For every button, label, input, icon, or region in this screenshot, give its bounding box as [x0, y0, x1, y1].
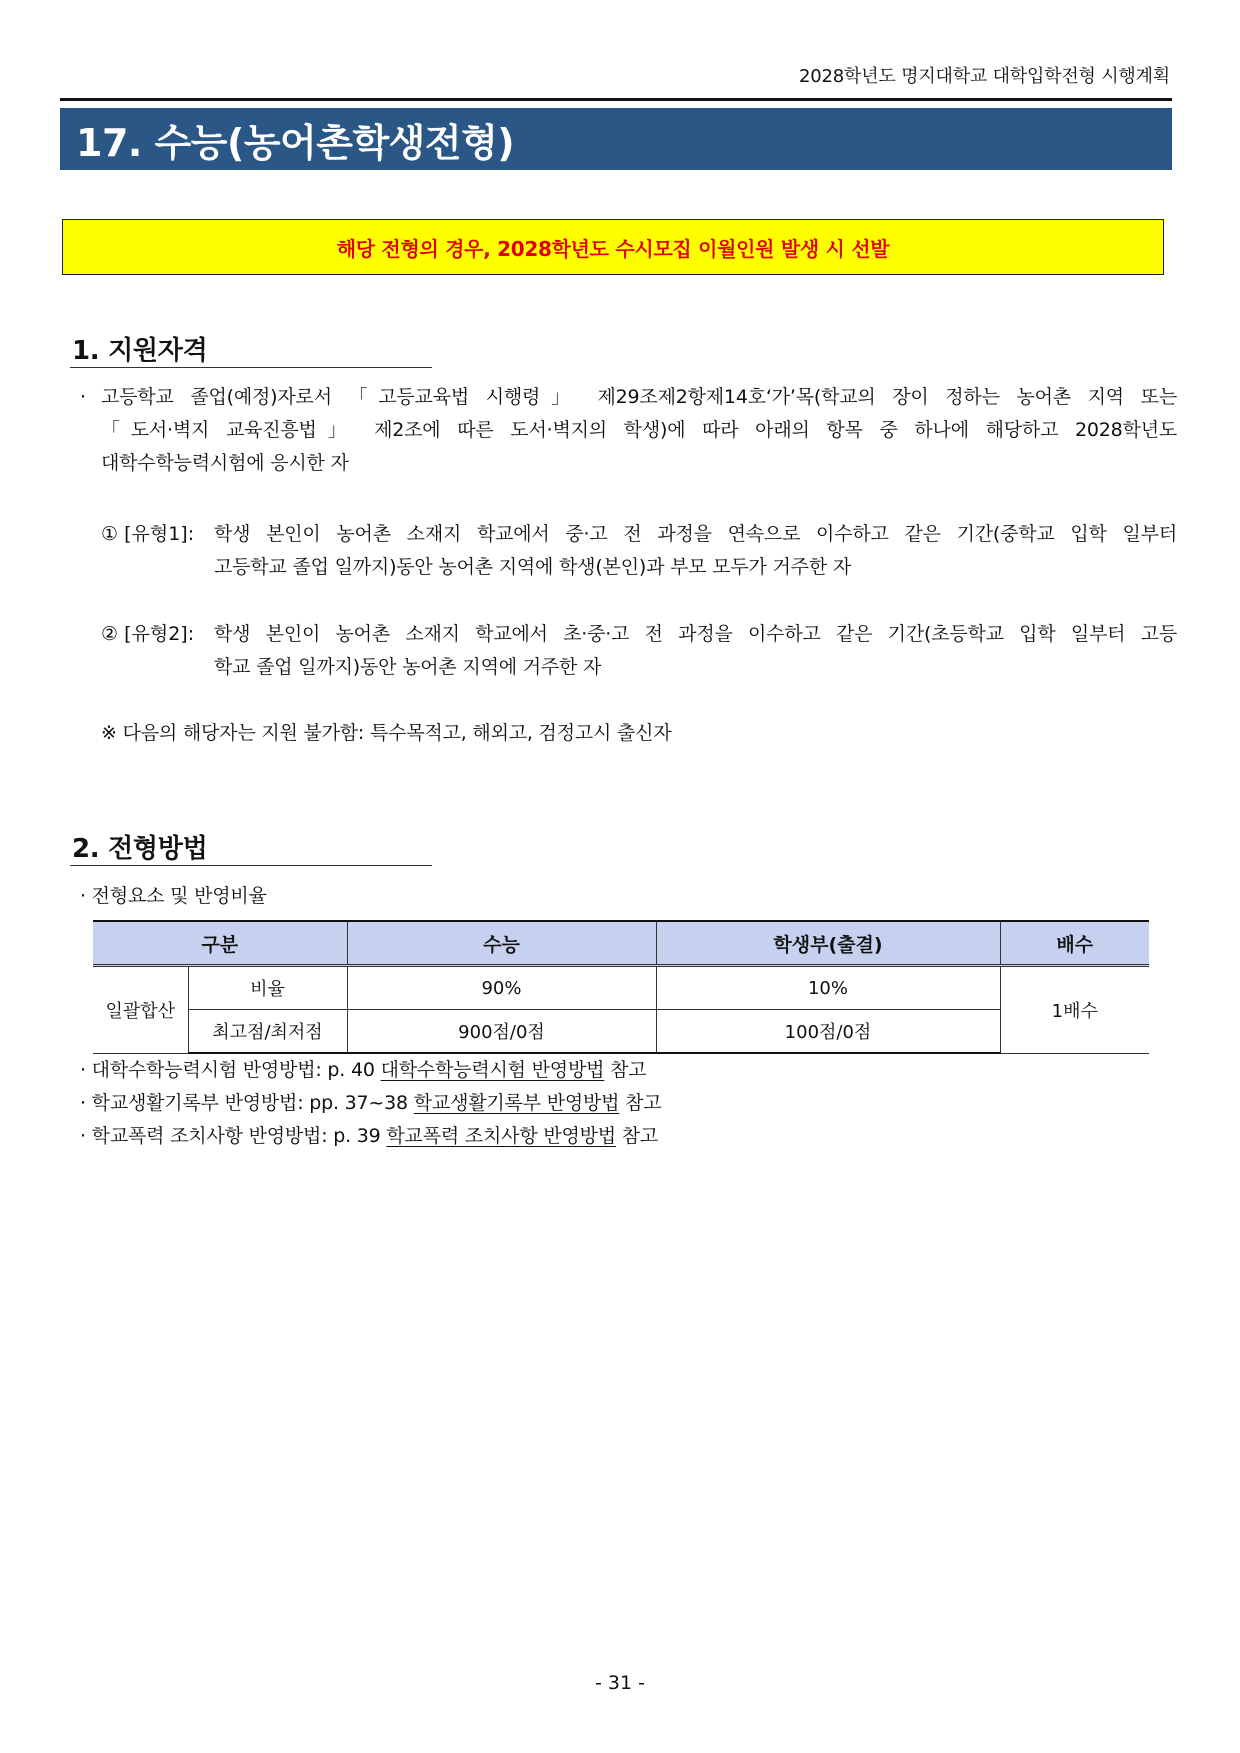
- type2-line-1: 학생 본인이 농어촌 소재지 학교에서 초·중·고 전 과정을 이수하고 같은 기간(초등학교 입학 일부터 고등: [214, 623, 1177, 645]
- reference-prefix: · 대학수학능력시험 반영방법: p. 40: [80, 1059, 381, 1081]
- table-header-cell: 수능: [347, 921, 656, 966]
- type1-line-2: 고등학교 졸업 일까지)동안 농어촌 지역에 학생(본인)과 부모 모두가 거주한 자: [214, 556, 851, 578]
- reference-line: [80, 1087, 661, 1120]
- eligibility-line-2: 「도서·벽지 교육진흥법」 제2조에 따른 도서·벽지의 학생)에 따라 아래의 항목 중 하나에 해당하고 2028학년도: [101, 419, 1177, 441]
- table-intro: · 전형요소 및 반영비율: [80, 885, 267, 907]
- reference-line: [80, 1120, 658, 1153]
- page-number: - 31 -: [595, 1672, 645, 1694]
- reference-link[interactable]: 학교생활기록부 반영방법: [413, 1092, 620, 1114]
- reference-suffix: 참고: [615, 1125, 659, 1147]
- table-cell: 90%: [347, 966, 656, 1010]
- reference-suffix: 참고: [619, 1092, 662, 1114]
- eligibility-line-1: 고등학교 졸업(예정)자로서 「고등교육법 시행령」 제29조제2항제14호‘가’목(학교의 장이 정하는 농어촌 지역 또는: [101, 386, 1177, 408]
- bullet: ·: [80, 386, 87, 408]
- notice-box: [62, 219, 1164, 275]
- header-rule: [60, 98, 1172, 101]
- table-header-cell: 학생부(출결): [656, 921, 1000, 966]
- type2-label: ② [유형2]:: [101, 623, 195, 645]
- table-cell: 900점/0점: [347, 1010, 656, 1054]
- table-cell: 100점/0점: [656, 1010, 1000, 1054]
- table-cell: 10%: [656, 966, 1000, 1010]
- type2-line-2: 학교 졸업 일까지)동안 농어촌 지역에 거주한 자: [214, 656, 602, 678]
- eligibility-line-3: 대학수학능력시험에 응시한 자: [101, 452, 349, 474]
- reference-prefix: · 학교생활기록부 반영방법: pp. 37~38: [80, 1092, 414, 1114]
- reference-link[interactable]: 학교폭력 조치사항 반영방법: [386, 1125, 616, 1147]
- table-cell: 비율: [188, 966, 347, 1010]
- reference-prefix: · 학교폭력 조치사항 반영방법: p. 39: [80, 1125, 387, 1147]
- table-row: [93, 1010, 1149, 1054]
- table-header-cell: 배수: [1000, 921, 1149, 966]
- table-header-row: [93, 921, 1149, 966]
- table-multiplier: 1배수: [1000, 966, 1149, 1054]
- type1-line-1: 학생 본인이 농어촌 소재지 학교에서 중·고 전 과정을 연속으로 이수하고 같은 기간(중학교 입학 일부터: [214, 523, 1177, 545]
- exclusion-note: ※ 다음의 해당자는 지원 불가함: 특수목적고, 해외고, 검정고시 출신자: [101, 722, 672, 744]
- table-group-label: 일괄합산: [93, 966, 188, 1054]
- section-rule: [70, 367, 432, 368]
- section-title-eligibility: 1. 지원자격: [72, 336, 208, 366]
- chapter-title: 17. 수능(농어촌학생전형): [76, 120, 515, 165]
- section-title-method: 2. 전형방법: [72, 834, 208, 864]
- ratio-table: [93, 920, 1149, 1054]
- table-row: [93, 966, 1149, 1010]
- table-cell: 최고점/최저점: [188, 1010, 347, 1054]
- section-rule: [70, 865, 432, 866]
- reference-link[interactable]: 대학수학능력시험 반영방법: [380, 1059, 605, 1081]
- chapter-title-bar: [60, 108, 1172, 170]
- table-header-cell: 구분: [93, 921, 347, 966]
- type1-label: ① [유형1]:: [101, 523, 195, 545]
- reference-suffix: 참고: [604, 1059, 647, 1081]
- reference-line: [80, 1054, 646, 1087]
- notice-text: 해당 전형의 경우, 2028학년도 수시모집 이월인원 발생 시 선발: [336, 236, 890, 261]
- running-header: 2028학년도 명지대학교 대학입학전형 시행계획: [799, 66, 1170, 87]
